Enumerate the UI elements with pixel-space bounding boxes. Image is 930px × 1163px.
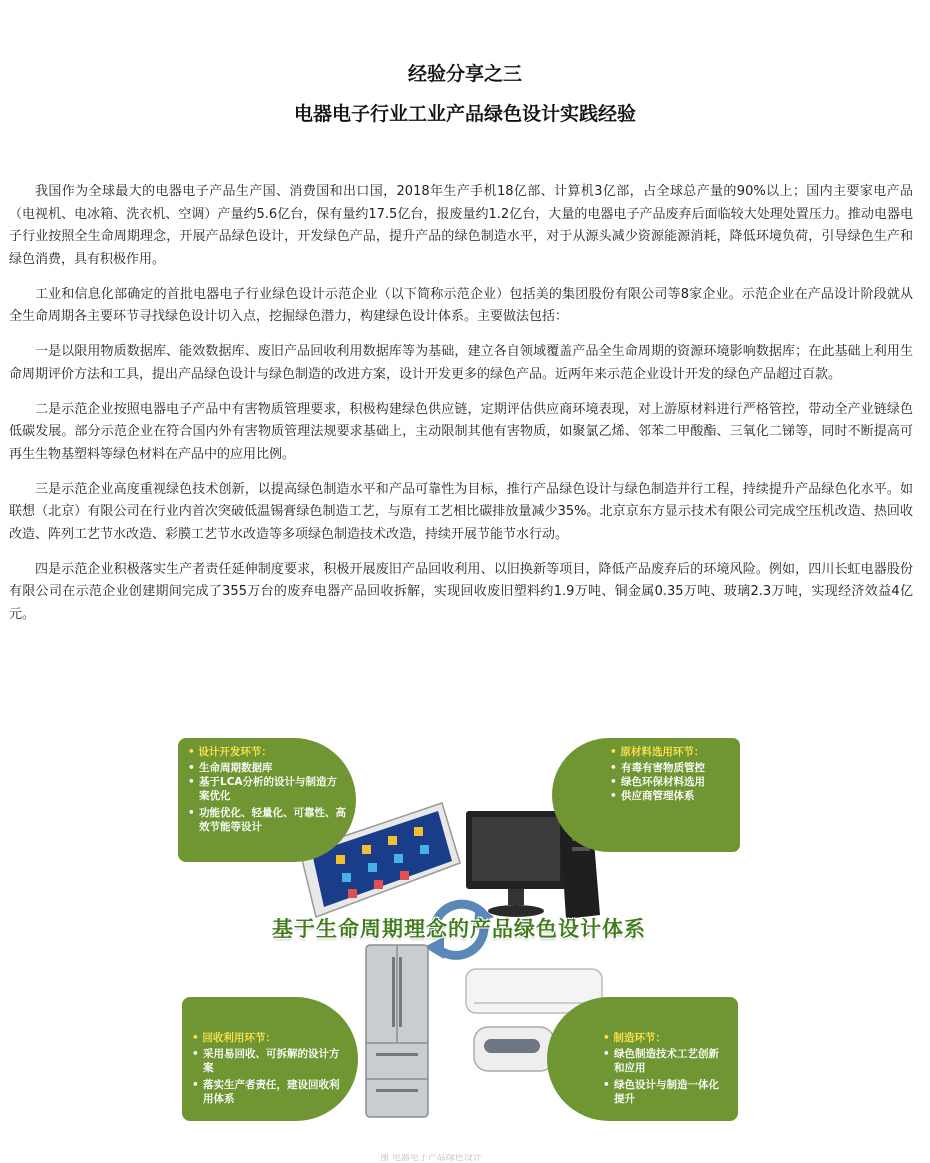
panel-material-item: • 有毒有害物质管控 (610, 761, 730, 775)
article-body (9, 181, 913, 639)
panel-manufacture-item: • 绿色制造技术工艺创新和应用 (603, 1047, 728, 1075)
panel-material-item: • 绿色环保材料选用 (610, 775, 730, 789)
paragraph-practice-2: 二是示范企业按照电器电子产品中有害物质管理要求，积极构建绿色供应链，定期评估供应商环境表现，对上游原材料进行严格管控，带动全产业链绿色低碳发展。部分示范企业在符合国内外有害物质管理法规要求基础上，主动限制其他有害物质，如聚氯乙烯、邻苯二甲酸酯、三氧化二锑等，同时不断提高可再生生物基塑料等绿色材料在产品中的应用比例。 (9, 401, 913, 462)
paragraph-practice-4: 四是示范企业积极落实生产者责任延伸制度要求，积极开展废旧产品回收利用、以旧换新等项目，降低产品废弃后的环境风险。例如，四川长虹电器股份有限公司在示范企业创建期间完成了355万台的废弃电器产品回收拆解，实现回收废旧塑料约1.9万吨、铜金属0.35万吨、玻璃2.3万吨，实现经济效益4亿元。 (9, 561, 913, 622)
panel-recycle-stage (182, 997, 358, 1121)
green-design-figure (174, 735, 744, 1125)
panel-manufacture-item: • 绿色设计与制造一体化提升 (603, 1078, 728, 1106)
panel-design-stage (178, 738, 356, 862)
figure-caption: 图 电器电子产品绿色设计 (380, 1154, 482, 1163)
panel-manufacture-heading: • 制造环节： (603, 1032, 666, 1044)
panel-design-item: • 生命周期数据库 (188, 761, 346, 775)
article-title-line1: 经验分享之三 (407, 63, 522, 85)
panel-recycle-item: • 落实生产者责任，建设回收利用体系 (192, 1078, 348, 1106)
panel-material-heading: • 原材料选用环节： (610, 746, 705, 758)
paragraph-demo-enterprises: 工业和信息化部确定的首批电器电子行业绿色设计示范企业（以下简称示范企业）包括美的集团股份有限公司等8家企业。示范企业在产品设计阶段就从全生命周期各主要环节寻找绿色设计切入点，挖掘绿色潜力，构建绿色设计体系。主要做法包括： (9, 286, 913, 324)
panel-recycle-item: • 采用易回收、可拆解的设计方案 (192, 1047, 348, 1075)
panel-material-stage (552, 738, 740, 852)
paragraph-practice-1: 一是以限用物质数据库、能效数据库、废旧产品回收利用数据库等为基础，建立各自领域覆盖产品全生命周期的资源环境影响数据库；在此基础上利用生命周期评价方法和工具，提出产品绿色设计与绿色制造的改进方案，设计开发更多的绿色产品。近两年来示范企业设计开发的绿色产品超过百款。 (9, 344, 913, 382)
panel-recycle-heading: • 回收利用环节： (192, 1032, 276, 1044)
paragraph-intro: 我国作为全球最大的电器电子产品生产国、消费国和出口国，2018年生产手机18亿部、计算机3亿部，占全球总产量的90%以上；国内主要家电产品（电视机、电冰箱、洗衣机、空调）产量约5.6亿台，保有量约17.5亿台，报废量约1.2亿台，大量的电器电子产品废弃后面临较大处理处置压力。推动电器电子行业按照全生命周期理念，开展产品绿色设计，开发绿色产品，提升产品的绿色制造水平，对于从源头减少资源能源消耗，降低环境负荷，引导绿色生产和绿色消费，具有积极作用。 (9, 184, 913, 267)
paragraph-practice-3: 三是示范企业高度重视绿色技术创新，以提高绿色制造水平和产品可靠性为目标，推行产品绿色设计与绿色制造并行工程，持续提升产品绿色化水平。如联想（北京）有限公司在行业内首次突破低温锡膏绿色制造工艺，与原有工艺相比碳排放量减少35%。北京京东方显示技术有限公司完成空压机改造、热回收改造、阵列工艺节水改造、彩膜工艺节水改造等多项绿色制造技术改造，持续开展节能节水行动。 (9, 481, 913, 542)
panel-design-heading: • 设计开发环节： (188, 746, 272, 758)
panel-design-item: • 基于LCA分析的设计与制造方案优化 (188, 775, 346, 803)
panel-manufacture-stage (547, 997, 738, 1121)
refrigerator-icon (364, 943, 430, 1119)
article-title-line2: 电器电子行业工业产品绿色设计实践经验 (293, 103, 636, 125)
panel-design-item: • 功能优化、轻量化、可靠性、高效节能等设计 (188, 806, 346, 834)
figure-center-label: 基于生命周期理念的产品绿色设计体系 (272, 917, 646, 941)
panel-material-item: • 供应商管理体系 (610, 789, 730, 803)
